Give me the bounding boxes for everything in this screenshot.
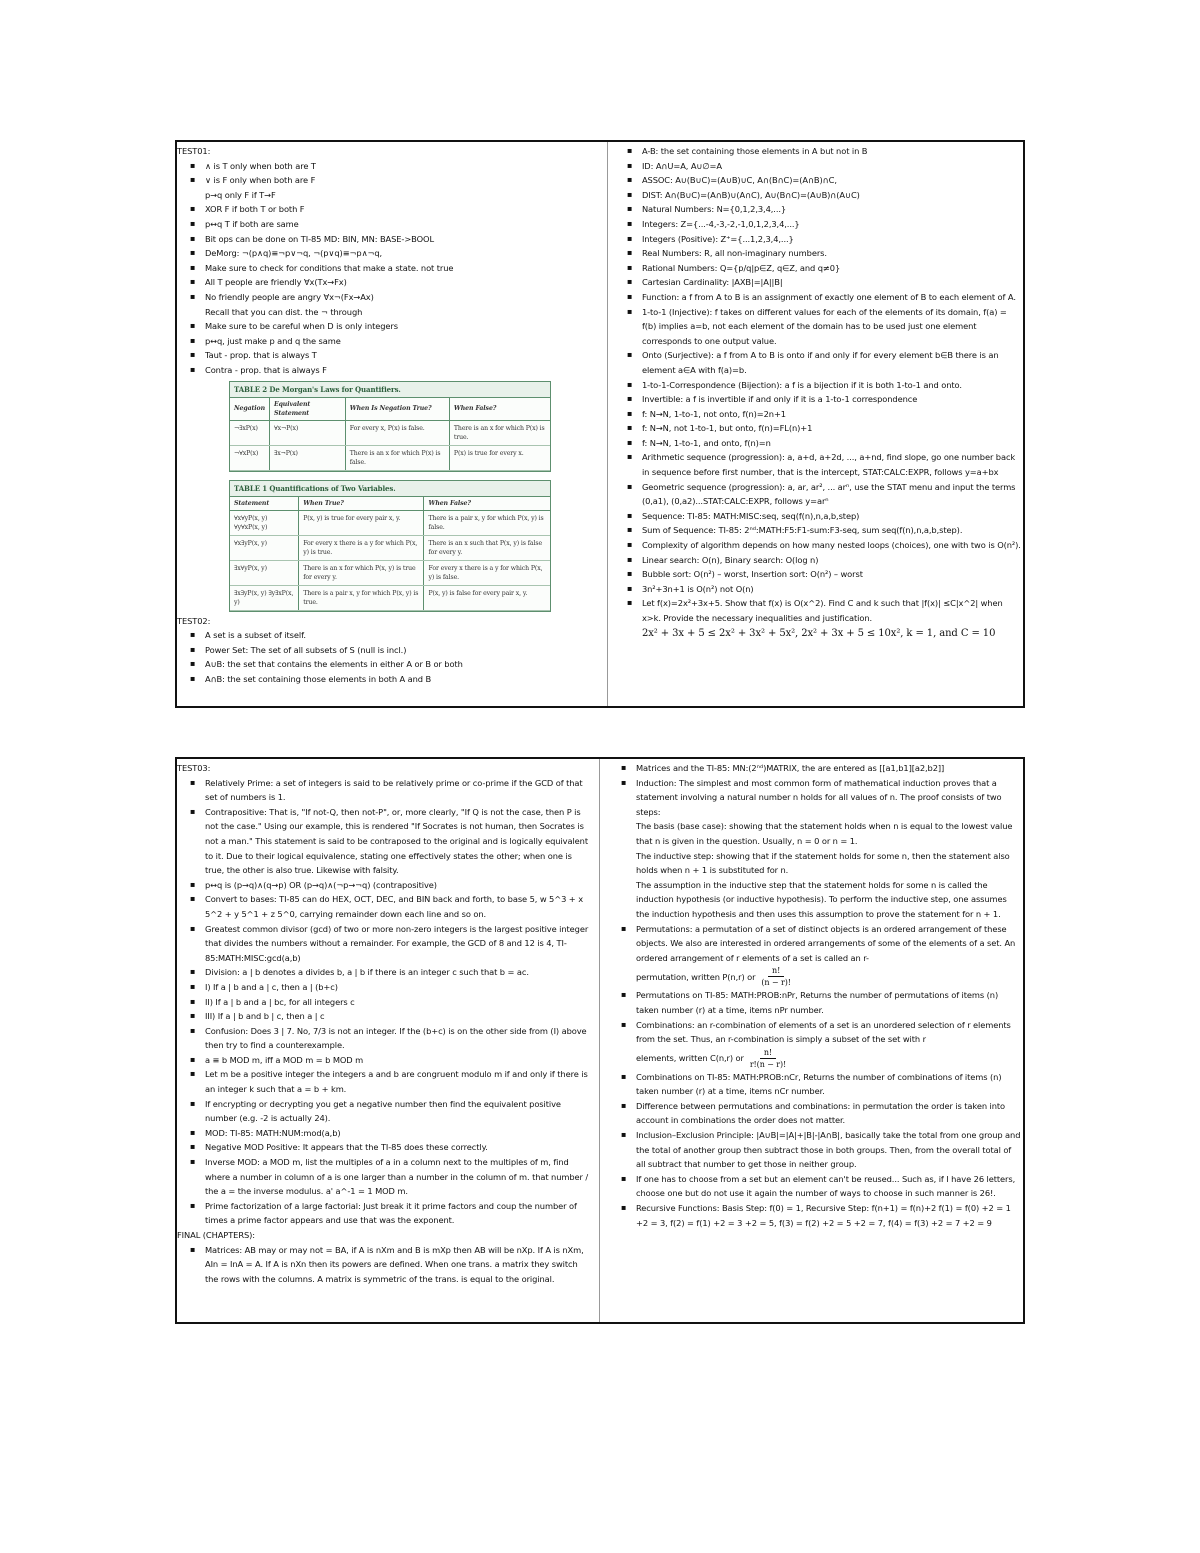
list-item: ▪ I) If a | b and a | c, then a | (b+c) (177, 980, 593, 995)
list-item: ▪ Convert to bases: TI-85 can do HEX, OCT, DEC, and BIN back and forth, to base 5, w 5^3 + x 5^2 + y 5^1 + z 5^0, carrying remainder down each line and so on. (177, 892, 593, 921)
list-item: ▪ 3n²+3n+1 is O(n²) not O(n) (614, 582, 1021, 597)
list-item: ▪ Let f(x)=2x²+3x+5. Show that f(x) is O(x^2). Find C and k such that |f(x)| ≤C|x^2| when x>k. Provide the necessary inequalities and justification. (614, 596, 1021, 625)
table-cell: There is an x for which P(x) is false. (345, 445, 449, 470)
list-item: p→q only F if T→F (205, 189, 276, 200)
list-item: ▪ Permutations on TI-85: MATH:PROB:nPr, Returns the number of permutations of items (n) taken number (r) at a time, items nPr number. (608, 988, 1021, 1017)
list-item: ▪ f: N→N, 1-to-1, and onto, f(n)=n (614, 436, 1021, 451)
list-item: ▪ Cartesian Cardinality: |AXB|=|A||B| (614, 275, 1021, 290)
list-item: ▪ All T people are friendly ∀x(Tx→Fx) (177, 275, 601, 290)
table-cell: ¬∃xP(x) (230, 420, 269, 445)
card1-left-column (177, 142, 608, 706)
table-cell: ∃x¬P(x) (269, 445, 345, 470)
list-item: ▪ Onto (Surjective): a f from A to B is onto if and only if for every element b∈B there is an element a∈A with f(a)=b. (614, 348, 1021, 377)
table-header: When Is Negation True? (345, 398, 449, 421)
list-item: ▪ A∩B: the set containing those elements in both A and B (177, 672, 601, 687)
list-item: ▪ A∪B: the set that contains the elements in either A or B or both (177, 657, 601, 672)
list-item: ▪ 1-to-1 (Injective): f takes on different values for each of the elements of its domain, f(a) = f(b) implies a=b, not each element of the domain has to be used just one element corresponds to one output value. (614, 305, 1021, 349)
list-item: ▪ Contra - prop. that is always F (177, 363, 601, 378)
study-card-tests-1-2 (175, 140, 1025, 708)
table-cell: For every x, P(x) is false. (345, 420, 449, 445)
list-item: ▪ Let m be a positive integer the integers a and b are congruent modulo m if and only if there is an integer k such that a = b + km. (177, 1067, 593, 1096)
sets-functions-list (614, 144, 1021, 626)
list-item-continuation: Recall that you can dist. the ¬ through (205, 306, 363, 317)
big-o-formula: 2x² + 3x + 5 ≤ 2x² + 3x² + 5x², 2x² + 3x + 5 ≤ 10x², k = 1, and C = 10 (641, 627, 996, 639)
numerator: n! (768, 965, 784, 977)
list-item: ▪ Sum of Sequence: TI-85: 2ⁿᵈ:MATH:F5:F1-sum:F3-seq, sum seq(f(n),n,a,b,step). (614, 523, 1021, 538)
table-title: TABLE 1 Quantifications of Two Variables. (230, 481, 550, 497)
section-title-test03: TEST03: (177, 763, 211, 773)
list-item: ▪ Induction: The simplest and most common form of mathematical induction proves that a statement involving a natural number n holds for all values of n. The proof consists of two steps: (608, 776, 1021, 820)
list-item: ▪ Difference between permutations and combinations: in permutation the order is taken into account in combinations the order does not matter. (608, 1099, 1021, 1128)
test02-list (177, 628, 601, 686)
list-item: ▪ A-B: the set containing those elements in A but not in B (614, 144, 1021, 159)
two-variable-quantification-table (229, 480, 551, 612)
list-item: ▪ Prime factorization of a large factorial: Just break it it prime factors and coup the number of times a prime factor appears and use that was the exponent. (177, 1199, 593, 1228)
list-item: ▪ No friendly people are angry ∀x¬(Fx→Ax) (177, 290, 601, 305)
list-item: ▪ Inclusion–Exclusion Principle: |A∪B|=|A|+|B|-|A∩B|, basically take the total from one group and the total of another group then subtract those in both groups. Then, from the overall total of all subtract that number to get those in neither group. (608, 1128, 1021, 1172)
list-item: ▪ Integers (Positive): Z⁺={...1,2,3,4,...} (614, 232, 1021, 247)
list-item: ▪ II) If a | b and a | bc, for all integers c (177, 995, 593, 1010)
section-title-test01: TEST01: (177, 146, 211, 156)
list-item: ▪ Rational Numbers: Q={p/q|p∈Z, q∈Z, and q≠0} (614, 261, 1021, 276)
list-item: ▪ Permutations: a permutation of a set of distinct objects is an ordered arrangement of these objects. We also are interested in ordered arrangements of some of the elements of a set. An ordered arrangement of r elements of a set is called an r- (608, 922, 1021, 966)
list-item: ▪ ∧ is T only when both are T (177, 159, 601, 174)
table-cell: There is a pair x, y for which P(x, y) is false. (424, 510, 550, 535)
list-item: ▪ ID: A∩U=A, A∪∅=A (614, 159, 1021, 174)
table-title: TABLE 2 De Morgan's Laws for Quantifiers. (230, 382, 550, 398)
table-cell: For every x there is a y for which P(x, y) is true. (299, 535, 424, 560)
list-item: ▪ Natural Numbers: N={0,1,2,3,4,...} (614, 202, 1021, 217)
table-cell: ∀x¬P(x) (269, 420, 345, 445)
section-title-test02: TEST02: (177, 615, 211, 626)
table-row (230, 510, 550, 535)
more-counting-list (608, 1070, 1021, 1231)
list-item: ▪ 1-to-1-Correspondence (Bijection): a f is a bijection if it is both 1-to-1 and onto. (614, 378, 1021, 393)
list-item: ▪ ASSOC: A∪(B∪C)=(A∪B)∪C, A∩(B∩C)=(A∩B)∩C, (614, 173, 1021, 188)
list-item: ▪ Make sure to check for conditions that make a state. not true (177, 261, 601, 276)
de-morgan-quantifier-table (229, 381, 551, 472)
list-item: ▪ Make sure to be careful when D is only integers (177, 319, 601, 334)
combination-formula (608, 1047, 1021, 1070)
list-item: ▪ Sequence: TI-85: MATH:MISC:seq, seq(f(n),n,a,b,step) (614, 509, 1021, 524)
denominator: (n − r)! (761, 978, 791, 988)
list-item: ▪ p↔q is (p→q)∧(q→p) OR (p→q)∧(¬p→¬q) (contrapositive) (177, 878, 593, 893)
table-cell: P(x, y) is true for every pair x, y. (299, 510, 424, 535)
list-item: ▪ Bit ops can be done on TI-85 MD: BIN, MN: BASE->BOOL (177, 232, 601, 247)
list-item: ▪ ∨ is F only when both are F (177, 173, 601, 188)
list-item: ▪ Invertible: a f is invertible if and only if it is a 1-to-1 correspondence (614, 392, 1021, 407)
table-cell: ∀x∀yP(x, y) ∀y∀xP(x, y) (230, 510, 299, 535)
list-item: ▪ Negative MOD Positive: It appears that the TI-85 does these correctly. (177, 1140, 593, 1155)
denominator: r!(n − r)! (749, 1059, 787, 1069)
table-header: When False? (424, 497, 550, 511)
table-cell: ∀x∃yP(x, y) (230, 535, 299, 560)
list-item: ▪ Arithmetic sequence (progression): a, a+d, a+2d, ..., a+nd, find slope, go one number back in sequence before first number, that is the intercept, STAT:CALC:EXPR, follows y=a+bx (614, 450, 1021, 479)
list-item: ▪ Contrapositive: That is, "If not-Q, then not-P", or, more clearly, "If Q is not the case, then P is not the case." Using our example, this is rendered "If Socrates is not human, then Socrates is not a man." This statement is said to be contraposed to the original and is logically equivalent to it. Due to their logical equivalence, stating one effectively states the other; when one is true, the other is also true. Likewise with falsity. (177, 805, 593, 878)
list-item: ▪ p↔q, just make p and q the same (177, 334, 601, 349)
list-item: ▪ Taut - prop. that is always T (177, 348, 601, 363)
list-item: ▪ Recursive Functions: Basis Step: f(0) = 1, Recursive Step: f(n+1) = f(n)+2 f(1) = f(0) +2 = 1 +2 = 3, f(2) = f(1) +2 = 3 +2 = 5, f(3) = f(2) +2 = 5 +2 = 7, f(4) = f(3) +2 = 7 +2 = 9 (608, 1201, 1021, 1230)
induction-basis: The basis (base case): showing that the statement holds when n is equal to the lowest value that n is given in the question. Usually, n = 0 or n = 1. (636, 821, 1013, 846)
table-cell: ∃x∀yP(x, y) (230, 560, 299, 585)
test03-list (177, 776, 593, 1228)
table-header: When False? (449, 398, 550, 421)
table-cell: There is an x for which P(x, y) is true for every y. (299, 560, 424, 585)
section-title-final: FINAL (CHAPTERS): (177, 1230, 255, 1240)
list-item: ▪ DeMorg: ¬(p∧q)≡¬p∨¬q, ¬(p∨q)≡¬p∧¬q, (177, 246, 601, 261)
permutation-formula (608, 965, 1021, 988)
list-item: ▪ If encrypting or decrypting you get a negative number then find the equivalent positive number (e.g. -2 is actually 24). (177, 1097, 593, 1126)
list-item: ▪ f: N→N, 1-to-1, not onto, f(n)=2n+1 (614, 407, 1021, 422)
list-item: ▪ Bubble sort: O(n²) – worst, Insertion sort: O(n²) – worst (614, 567, 1021, 582)
table-cell: There is an x such that P(x, y) is false for every y. (424, 535, 550, 560)
list-item: ▪ XOR F if both T or both F (177, 202, 601, 217)
table-row (230, 560, 550, 585)
list-item: ▪ Real Numbers: R, all non-imaginary numbers. (614, 246, 1021, 261)
list-item: ▪ DIST: A∩(B∪C)=(A∩B)∪(A∩C), A∪(B∩C)=(A∪B)∩(A∪C) (614, 188, 1021, 203)
card2-left-column (177, 759, 600, 1322)
formula-label: permutation, written P(n,r) or (636, 971, 756, 982)
table-header: Statement (230, 497, 299, 511)
table-cell: P(x, y) is false for every pair x, y. (424, 585, 550, 610)
combinations-list (608, 988, 1021, 1046)
list-item: ▪ Combinations: an r-combination of elements of a set is an unordered selection of r elements from the set. Thus, an r-combination is simply a subset of the set with r (608, 1018, 1021, 1047)
list-item: ▪ Integers: Z={...-4,-3,-2,-1,0,1,2,3,4,...} (614, 217, 1021, 232)
study-card-test-3-final (175, 757, 1025, 1324)
list-item: ▪ Greatest common divisor (gcd) of two or more non-zero integers is the largest positive integer that divides the numbers without a remainder. For example, the GCD of 8 and 12 is 4, TI-85:MATH:MISC:gcd(a,b) (177, 922, 593, 966)
table-header: Negation (230, 398, 269, 421)
counting-list (608, 761, 1021, 965)
table-header: Equivalent Statement (269, 398, 345, 421)
list-item: ▪ MOD: TI-85: MATH:NUM:mod(a,b) (177, 1126, 593, 1141)
table-header: When True? (299, 497, 424, 511)
list-item: ▪ Division: a | b denotes a divides b, a | b if there is an integer c such that b = ac. (177, 965, 593, 980)
induction-hypothesis: The assumption in the inductive step that the statement holds for some n is called the induction hypothesis (or inductive hypothesis). To perform the inductive step, one assumes the induction hypothesis and then uses this assumption to prove the statement for n + 1. (636, 879, 1007, 919)
fraction (761, 965, 790, 988)
list-item: ▪ Matrices: AB may or may not = BA, if A is nXm and B is mXp then AB will be nXp. If A is nXm, AIn = InA = A. If A is nXn then its powers are defined. When one trans. a matrix they switch the rows with the columns. A matrix is symmetric of the trans. is equal to the original. (177, 1243, 593, 1287)
list-item: ▪ Relatively Prime: a set of integers is said to be relatively prime or co-prime if the GCD of that set of numbers is 1. (177, 776, 593, 805)
table-row (230, 535, 550, 560)
table-cell: There is an x for which P(x) is true. (449, 420, 550, 445)
list-item: ▪ Power Set: The set of all subsets of S (null is incl.) (177, 643, 601, 658)
table-row (230, 585, 550, 610)
formula-label: elements, written C(n,r) or (636, 1052, 744, 1063)
card1-right-column (608, 142, 1023, 706)
list-item: ▪ Confusion: Does 3 | 7. No, 7/3 is not an integer. If the (b+c) is on the other side from (I) above then try to find a counterexample. (177, 1024, 593, 1053)
final-list (177, 1243, 593, 1287)
list-item: ▪ p↔q T if both are same (177, 217, 601, 232)
list-item: ▪ f: N→N, not 1-to-1, but onto, f(n)=FL(n)+1 (614, 421, 1021, 436)
numerator: n! (760, 1047, 776, 1059)
list-item: ▪ A set is a subset of itself. (177, 628, 601, 643)
list-item: ▪ a ≡ b MOD m, iff a MOD m = b MOD m (177, 1053, 593, 1068)
list-item: ▪ Geometric sequence (progression): a, ar, ar², ... arⁿ, use the STAT menu and input the terms (0,a1), (0,a2)...STAT:CALC:EXPR, follows y=arⁿ (614, 480, 1021, 509)
induction-step: The inductive step: showing that if the statement holds for some n, then the statement also holds when n + 1 is substituted for n. (636, 850, 1010, 876)
test01-list (177, 159, 601, 378)
fraction (750, 1047, 786, 1070)
table-cell: P(x) is true for every x. (449, 445, 550, 470)
list-item: ▪ If one has to choose from a set but an element can't be reused... Such as, if I have 26 letters, choose one but do not use it again the number of ways to choose in such manner is 26!. (608, 1172, 1021, 1201)
list-item: ▪ Complexity of algorithm depends on how many nested loops (choices), one with two is O(n²). (614, 538, 1021, 553)
table-cell: ∃x∃yP(x, y) ∃y∃xP(x, y) (230, 585, 299, 610)
table-cell: There is a pair x, y for which P(x, y) is true. (299, 585, 424, 610)
list-item: ▪ III) If a | b and b | c, then a | c (177, 1009, 593, 1024)
list-item: ▪ Function: a f from A to B is an assignment of exactly one element of B to each element of A. (614, 290, 1021, 305)
table-cell: ¬∀xP(x) (230, 445, 269, 470)
list-item: ▪ Inverse MOD: a MOD m, list the multiples of a in a column next to the multiples of m, find where a number in column of a is one larger than a number in the column of m. that number / the a = the inverse modulus. a' a^-1 = 1 MOD m. (177, 1155, 593, 1199)
list-item: ▪ Combinations on TI-85: MATH:PROB:nCr, Returns the number of combinations of items (n) taken number (r) at a time, items nCr number. (608, 1070, 1021, 1099)
table-row (230, 445, 550, 470)
card2-right-column (600, 759, 1023, 1322)
list-item: ▪ Matrices and the TI-85: MN:(2ⁿᵈ)MATRIX, the are entered as [[a1,b1][a2,b2]] (608, 761, 1021, 776)
table-cell: For every x there is a y for which P(x, y) is false. (424, 560, 550, 585)
list-item: ▪ Linear search: O(n), Binary search: O(log n) (614, 553, 1021, 568)
table-row (230, 420, 550, 445)
